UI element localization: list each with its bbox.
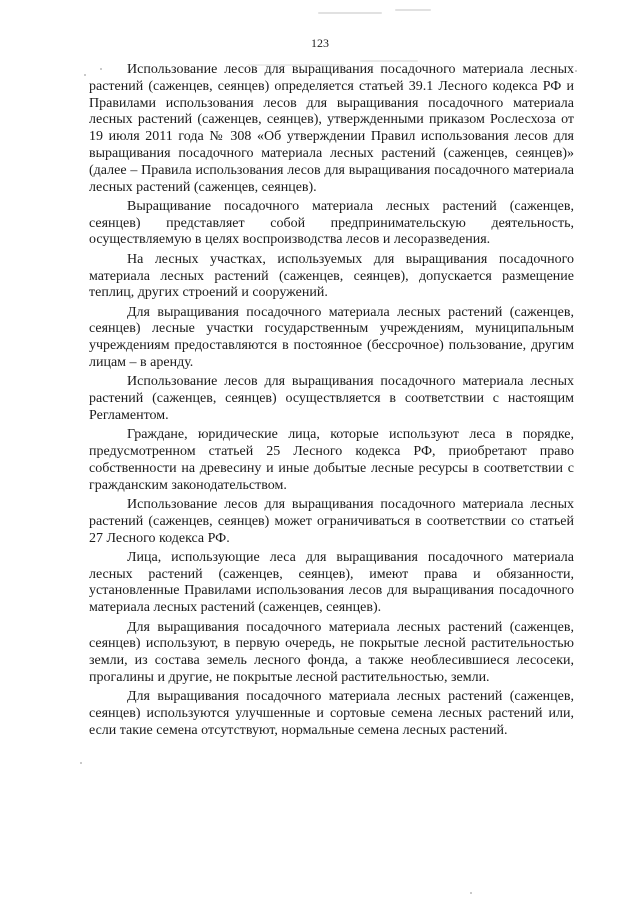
paragraph: Выращивание посадочного материала лесных растений (саженцев, сеянцев) представляет собой предпринимательскую деятельность, осуществляемую в целях воспроизводства лесов и лесоразведения. — [89, 198, 574, 248]
paragraph: На лесных участках, используемых для выращивания посадочного материала лесных растений (саженцев, сеянцев), допускается размещение теплиц, других строений и сооружений. — [89, 251, 574, 301]
paragraph: Лица, использующие леса для выращивания посадочного материала лесных растений (саженцев, сеянцев), имеют права и обязанности, установленные Правилами использования лесов для выращивания посадочного материала лесных растений (саженцев, сеянцев). — [89, 549, 574, 616]
scan-noise — [395, 9, 431, 11]
scan-speck — [470, 892, 472, 894]
scan-speck — [575, 70, 577, 72]
paragraph: Использование лесов для выращивания посадочного материала лесных растений (саженцев, сеянцев) определяется статьей 39.1 Лесного кодекса РФ и Правилами использования лесов для выращивания посадочного материала лесных растений (саженцев, сеянцев), утвержденными приказом Рослесхоза от 19 июля 2011 года № 308 «Об утверждении Правил использования лесов для выращивания посадочного материала лесных растений (саженцев, сеянцев)» (далее – Правила использования лесов для выращивания посадочного материала лесных растений (саженцев, сеянцев). — [89, 62, 574, 195]
paragraph: Использование лесов для выращивания посадочного материала лесных растений (саженцев, сеянцев) может ограничиваться в соответствии со статьей 27 Лесного кодекса РФ. — [89, 496, 574, 546]
scan-noise — [318, 12, 382, 14]
paragraph: Для выращивания посадочного материала лесных растений (саженцев, сеянцев) используют, в первую очередь, не покрытые лесной растительностью земли, из состава земель лесного фонда, а также необлесившиеся лесосеки, прогалины и другие, не покрытые лесной растительностью, земли. — [89, 619, 574, 685]
paragraph: Для выращивания посадочного материала лесных растений (саженцев, сеянцев) используются улучшенные и сортовые семена лесных растений или, если такие семена отсутствуют, нормальные семена лесных растений. — [89, 689, 574, 738]
paragraph: Граждане, юридические лица, которые используют леса в порядке, предусмотренном статьей 25 Лесного кодекса РФ, приобретают право собственности на древесину и иные добытые лесные ресурсы в соответствии с гражданским законодательством. — [89, 427, 574, 493]
paragraph: Использование лесов для выращивания посадочного материала лесных растений (саженцев, сеянцев) осуществляется в соответствии с настоящим Регламентом. — [89, 374, 574, 423]
scan-speck — [84, 74, 86, 76]
paragraph: Для выращивания посадочного материала лесных растений (саженцев, сеянцев) лесные участки государственным учреждениям, муниципальным учреждениям предоставляются в постоянное (бессрочное) пользование, другим лицам – в аренду. — [89, 304, 574, 371]
scan-speck — [80, 762, 82, 764]
document-body — [89, 62, 574, 742]
page-number: 123 — [311, 36, 329, 50]
